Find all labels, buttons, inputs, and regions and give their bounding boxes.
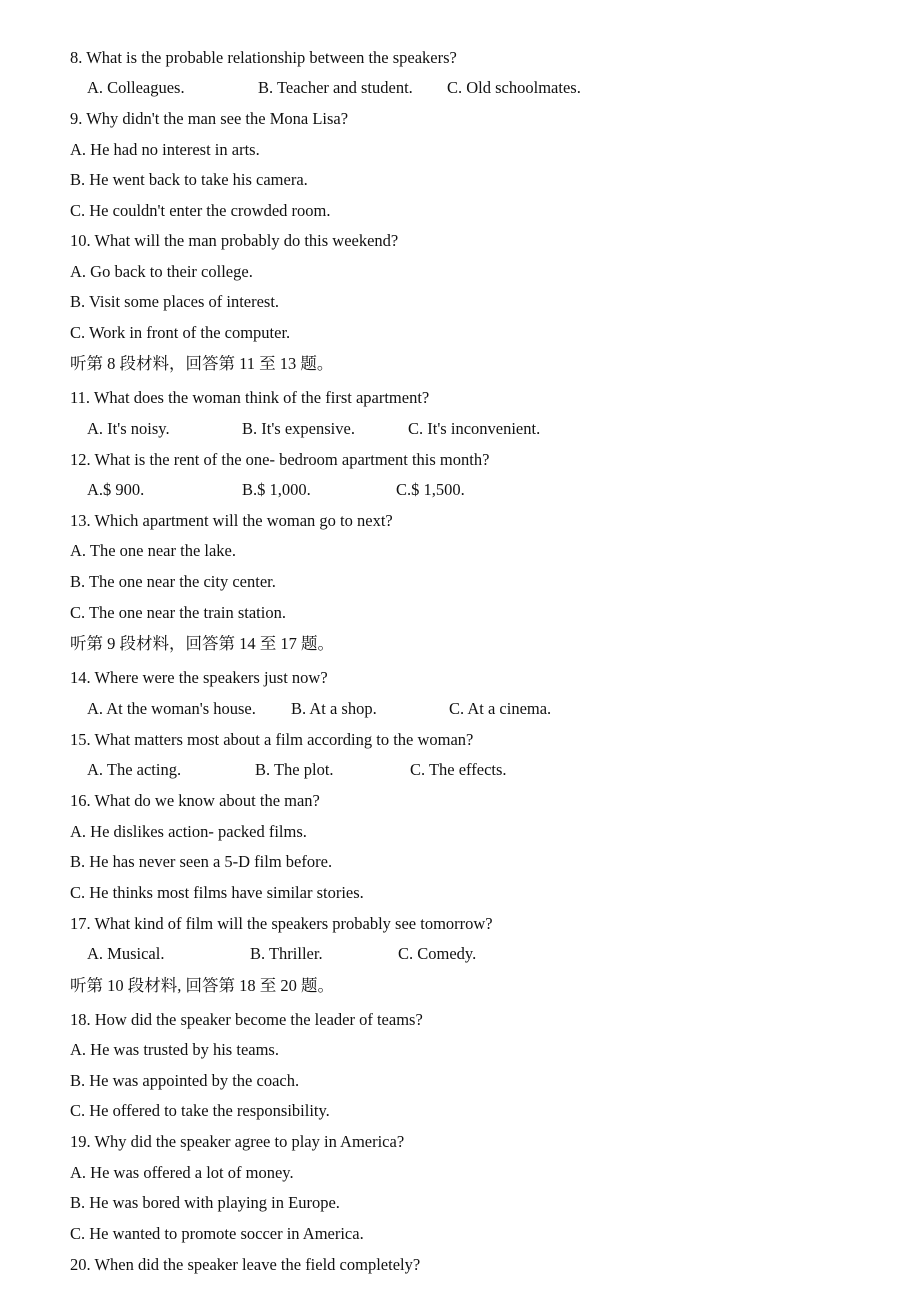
answer-option: A. He was trusted by his teams. xyxy=(70,1040,279,1059)
question-text: 14. Where were the speakers just now? xyxy=(70,668,328,687)
question-text: 20. When did the speaker leave the field completely? xyxy=(70,1255,421,1274)
question-text: 13. Which apartment will the woman go to next? xyxy=(70,511,393,530)
answer-option: C. He offered to take the responsibility. xyxy=(70,1101,330,1120)
answer-option: A. Musical. xyxy=(87,944,165,963)
answer-option: C. At a cinema. xyxy=(449,699,552,718)
answer-option: B. He was bored with playing in Europe. xyxy=(70,1193,340,1212)
answer-option: A. He was offered a lot of money. xyxy=(70,1163,294,1182)
answer-option: C.$ 1,500. xyxy=(396,480,465,499)
answer-option: A. He dislikes action- packed films. xyxy=(70,822,307,841)
question-text: 10. What will the man probably do this weekend? xyxy=(70,231,399,250)
question-text: 18. How did the speaker become the leader of teams? xyxy=(70,1010,423,1029)
question-text: 17. What kind of film will the speakers probably see tomorrow? xyxy=(70,914,493,933)
question-text: 12. What is the rent of the one- bedroom apartment this month? xyxy=(70,450,490,469)
answer-option: A. Colleagues. xyxy=(87,78,185,97)
section-instruction: 听第 10 段材料, 回答第 18 至 20 题。 xyxy=(70,976,334,995)
answer-option: B. At a shop. xyxy=(291,699,377,718)
answer-option: C. He couldn't enter the crowded room. xyxy=(70,201,331,220)
answer-option: B. He was appointed by the coach. xyxy=(70,1071,300,1090)
section-instruction: 听第 9 段材料，回答第 14 至 17 题。 xyxy=(70,634,334,653)
answer-option: C. Old schoolmates. xyxy=(447,78,581,97)
question-text: 15. What matters most about a film according to the woman? xyxy=(70,730,474,749)
question-text: 11. What does the woman think of the first apartment? xyxy=(70,388,430,407)
answer-option: C. The one near the train station. xyxy=(70,603,286,622)
answer-option: C. He wanted to promote soccer in America. xyxy=(70,1224,364,1243)
answer-option: A. The one near the lake. xyxy=(70,541,236,560)
question-text: 16. What do we know about the man? xyxy=(70,791,320,810)
answer-option: B.$ 1,000. xyxy=(242,480,311,499)
answer-option: A.$ 900. xyxy=(87,480,145,499)
answer-option: A. He had no interest in arts. xyxy=(70,140,260,159)
answer-option: B. Visit some places of interest. xyxy=(70,292,280,311)
question-text: 9. Why didn't the man see the Mona Lisa? xyxy=(70,109,349,128)
question-text: 19. Why did the speaker agree to play in America? xyxy=(70,1132,405,1151)
answer-option: C. It's inconvenient. xyxy=(408,419,541,438)
answer-option: A. At the woman's house. xyxy=(87,699,256,718)
answer-option: B. The one near the city center. xyxy=(70,572,276,591)
answer-option: B. Teacher and student. xyxy=(258,78,413,97)
question-text: 8. What is the probable relationship between the speakers? xyxy=(70,48,457,67)
answer-option: B. He has never seen a 5-D film before. xyxy=(70,852,333,871)
section-instruction: 听第 8 段材料，回答第 11 至 13 题。 xyxy=(70,354,334,373)
answer-option: A. Go back to their college. xyxy=(70,262,253,281)
answer-option: C. He thinks most films have similar stories. xyxy=(70,883,364,902)
answer-option: C. Work in front of the computer. xyxy=(70,323,291,342)
answer-option: B. It's expensive. xyxy=(242,419,355,438)
answer-option: B. He went back to take his camera. xyxy=(70,170,308,189)
answer-option: A. The acting. xyxy=(87,760,182,779)
answer-option: C. The effects. xyxy=(410,760,507,779)
answer-option: C. Comedy. xyxy=(398,944,477,963)
answer-option: B. Thriller. xyxy=(250,944,323,963)
answer-option: A. It's noisy. xyxy=(87,419,170,438)
answer-option: B. The plot. xyxy=(255,760,334,779)
